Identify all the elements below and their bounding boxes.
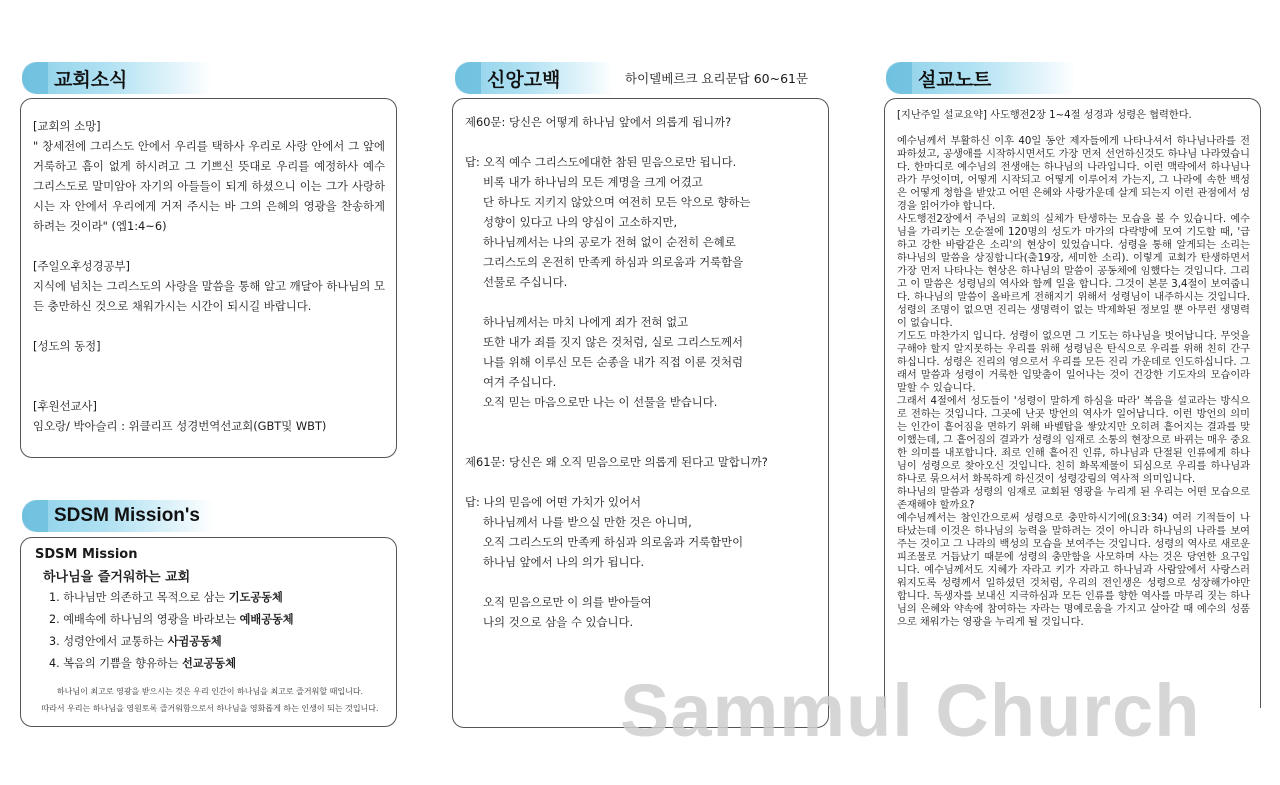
sermon-paragraph: 하나님의 말씀과 성령의 임재로 교회된 영광을 누리게 된 우리는 어떤 모습으로 존재해야 할까요? <box>897 487 1250 511</box>
mission-item: 3. 성령안에서 교통하는 사귐공동체 <box>49 635 222 648</box>
sermon-box <box>884 98 1261 708</box>
sermon-paragraph: 예수님께서 부활하신 이후 40일 동안 제자들에게 나타나셔서 하나님나라를 전파하셨고, 공생애를 시작하시면서도 가장 먼저 선언하신것도 하나님 나라였습니다. 한마디로 예수님의 전생애는 하나님의 나라입니다. 이런 맥락에서 하나님나라가 무엇이며, 어떻게 시작되고 어떻게 이루어져 가는지, 그 나라에 속한 백성은 어떻게 청함을 받았고 어떤 은혜와 사랑가운데 살게 되는지 이런 관점에서 성경을 읽어가야 합니다. <box>897 136 1250 212</box>
news-item-body: " 창세전에 그리스도 안에서 우리를 택하사 우리로 사랑 안에서 그 앞에 거룩하고 흠이 없게 하시려고 그 기쁘신 뜻대로 우리를 예정하사 예수 그리스도로 말미암아 자기의 아들들이 되게 하셨으니 이는 그가 사랑하시는 자 안에서 우리에게 거저 주시는 바 그의 은혜의 영광을 찬송하게 하려는 것이라" (엡1:4~6) <box>33 139 385 233</box>
sermon-paragraph: 예수님께서는 참인간으로써 성령으로 충만하시기에(요3:34) 여러 기적들이 나타났는데 이것은 하나님의 능력을 말하려는 것이 아니라 하나님의 나라를 보여주는 것이고 그 나라의 백성의 모습을 보여주는 것입니다. 성령의 역사로 새로운 피조물로 거듭났기 때문에 성령의 충만함을 사모하며 사는 것은 당연한 요구입니다. 예수님께서도 지혜가 자라고 키가 자라고 하나님과 사람앞에서 사랑스러워지도록 성령께서 일하셨던 것처럼, 우리의 전인생은 성령으로 성장해가야만 합니다. 독생자를 보내신 지극하심과 모든 인류를 향한 역사를 마무리 짓는 하나님의 은혜와 약속에 참여하는 자라는 명예로움을 가지고 살아갈 때 예수의 성품으로 채워가는 영광을 누리게 될 것입니다. <box>897 513 1250 628</box>
mission-title: SDSM Mission <box>35 547 138 562</box>
news-content <box>33 116 385 436</box>
confession-subheading: 하이델베르크 요리문답 60~61문 <box>625 71 809 86</box>
news-box <box>20 98 397 458</box>
news-item-title: [후원선교사] <box>33 399 97 413</box>
church-watermark: Sammul Church <box>620 669 1201 752</box>
sermon-paragraph: 기도도 마찬가지 입니다. 성령이 없으면 그 기도는 하나님을 벗어납니다. 무엇을 구해야 할지 알지못하는 우리를 위해 성령님은 탄식으로 우리를 위해 친히 간구하십니다. 성령은 진리의 영으로서 우리를 모든 진리 가운데로 인도하십니다. 그래서 말씀과 성령이 거룩한 입맞춤이 일어나는 것이 건강한 기도자의 모습이라 말할 수 있습니다. <box>897 331 1250 394</box>
question-60: 제60문: 당신은 어떻게 하나님 앞에서 의롭게 됩니까? <box>465 115 732 129</box>
sermon-summary-label: [지난주일 설교요약] <box>897 110 987 121</box>
mission-footnote: 따라서 우리는 하나님을 영원토록 즐거워함으로서 하나님을 영화롭게 하는 인생이 되는 것입니다. <box>41 704 379 713</box>
answer-61: 답: 나의 믿음에 어떤 가치가 있어서 하나님께서 나를 받으실 만한 것은 아니며, 오직 그리스도의 만족케 하심과 의로움과 거룩함만이 하나님 앞에서 나의 의가 됩니다. 오직 믿음으로만 이 의를 받아들여 나의 것으로 삼을 수 있습니다. <box>465 495 744 629</box>
mission-heading: SDSM Mission's <box>22 500 214 532</box>
mission-subtitle: 하나님을 즐거워하는 교회 <box>43 570 191 585</box>
confession-box <box>452 98 829 728</box>
news-heading: 교회소식 <box>22 62 212 94</box>
confession-content <box>465 112 820 632</box>
mission-box <box>20 537 397 727</box>
news-item-body: 지식에 넘치는 그리스도의 사랑을 말씀을 통해 알고 깨달아 하나님의 모든 충만하신 것으로 채워가시는 시간이 되시길 바랍니다. <box>33 279 385 313</box>
news-item-title: [성도의 동정] <box>33 339 101 353</box>
question-61: 제61문: 당신은 왜 오직 믿음으로만 의롭게 된다고 말합니까? <box>465 455 768 469</box>
sermon-summary-line <box>897 109 1250 122</box>
mission-item: 2. 예배속에 하나님의 영광을 바라보는 예배공동체 <box>49 613 294 626</box>
sermon-content <box>897 109 1250 629</box>
mission-footnote: 하나님이 최고로 영광을 받으시는 것은 우리 인간이 하나님을 최고로 즐거워할 때입니다. <box>56 687 364 696</box>
news-item <box>33 336 385 356</box>
sermon-heading: 설교노트 <box>886 62 1076 94</box>
mission-content <box>35 547 385 717</box>
confession-heading: 신앙고백 <box>455 62 613 94</box>
mission-item: 1. 하나님만 의존하고 목적으로 삼는 기도공동체 <box>49 591 283 604</box>
sermon-paragraph: 그래서 4절에서 성도들이 '성령이 말하게 하심을 따라' 복음을 설교라는 방식으로 전하는 것입니다. 그곳에 난곳 방언의 역사가 일어납니다. 이런 방언의 의미는 인간이 흩어짐을 면하기 위해 바벨탑을 쌓았지만 오히려 흩어지는 결과를 맞이했는데, 그 흩어짐의 결과가 성령의 임재로 소통의 현장으로 바뀌는 매우 중요한 의미를 내포합니다. 죄로 인해 흩어진 인류, 하나님과 단절된 인류에게 하나님이 성령으로 찾아오신 것입니다. 친히 화목제물이 되심으로 우리를 하나님과 하나로 묶으셔서 화목하게 하신것이 성령강림의 역사적 의미입니다. <box>897 396 1250 485</box>
news-item-body: 임오랑/ 박아슬리 : 위클리프 성경번역선교회(GBT및 WBT) <box>33 419 327 433</box>
news-item-title: [교회의 소망] <box>33 119 101 133</box>
mission-item: 4. 복음의 기쁨을 향유하는 선교공동체 <box>49 657 237 670</box>
news-item <box>33 396 385 436</box>
sermon-paragraph: 사도행전2장에서 주님의 교회의 실체가 탄생하는 모습을 볼 수 있습니다. 예수님을 가리키는 오순절에 120명의 성도가 마가의 다락방에 모여 기도할 때, '급하고 강한 바람같은 소리'의 현상이 있었습니다. 성령을 통해 알게되는 소리는 하나님의 말씀을 상징합니다(출19장, 세미한 소리). 이렇게 교회가 탄생하면서 가장 먼저 나타나는 현상은 하나님의 말씀이 공동체에 임했다는 것입니다. 그리고 이 말씀은 성령님의 역사와 함께 일을 합니다. 그것이 본문 3,4절이 보여줍니다. 하나님의 말씀이 올바르게 전해지기 위해서 성령님이 내주하시는 것입니다. 성령의 조명이 없으면 진리는 생명력이 없는 박제화된 정보일 뿐 아무런 생명력이 없습니다. <box>897 214 1250 329</box>
answer-60: 답: 오직 예수 그리스도에대한 참된 믿음으로만 됩니다. 비록 내가 하나님의 모든 계명을 크게 어겼고 단 하나도 지키지 않았으며 여전히 모든 악으로 향하는 성향이 있다고 나의 양심이 고소하지만, 하나님께서는 나의 공로가 전혀 없이 순전히 은혜로 그리스도의 온전히 만족케 하심과 의로움과 거룩함을 선물로 주십니다. 하나님께서는 마치 나에게 죄가 전혀 없고 또한 내가 죄를 짓지 않은 것처럼, 실로 그리스도께서 나를 위해 이루신 모든 순종을 내가 직접 이룬 것처럼 여겨 주십니다. 오직 믿는 마음으로만 나는 이 선물을 받습니다. <box>465 155 751 409</box>
sermon-summary-title: 사도행전2장 1~4절 성경과 성령은 협력한다. <box>986 110 1192 121</box>
news-item <box>33 116 385 236</box>
news-item-title: [주일오후성경공부] <box>33 259 130 273</box>
news-item <box>33 256 385 316</box>
